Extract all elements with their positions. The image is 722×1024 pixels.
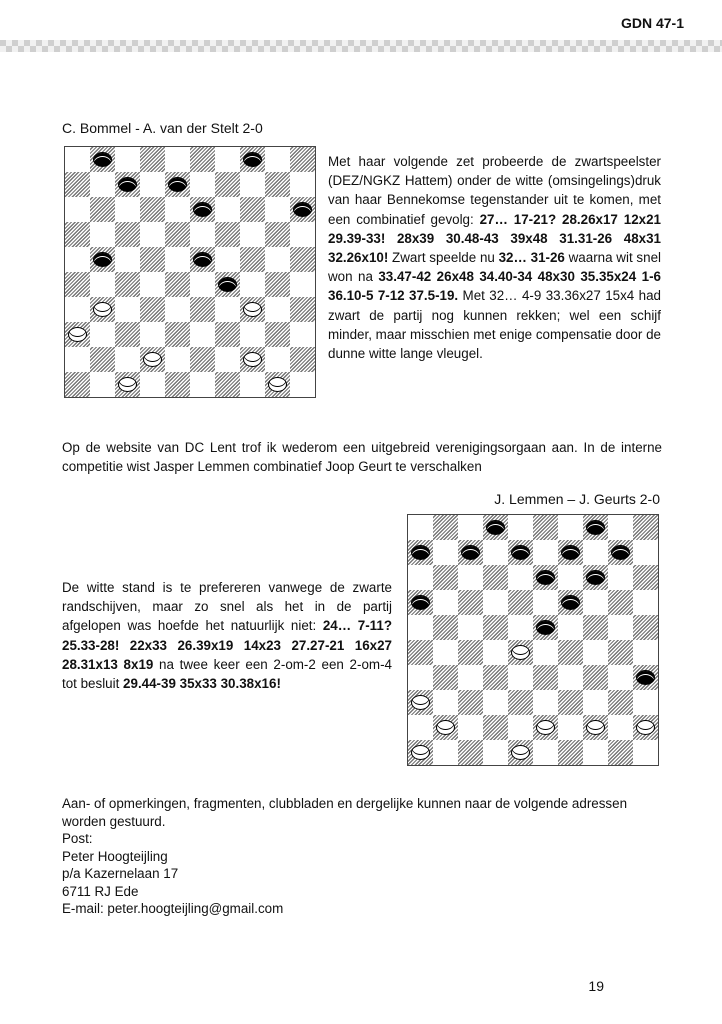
board-light-square [583,540,608,565]
board-light-square [190,372,215,397]
board-square-30 [608,640,633,665]
board-square-26 [65,272,90,297]
game2-commentary [62,578,392,693]
board-light-square [508,515,533,540]
board-square-19 [215,222,240,247]
board-light-square [165,347,190,372]
board-square-23 [190,247,215,272]
board-square-17 [458,590,483,615]
intro-paragraph: Op de website van DC Lent trof ik wederom een uitgebreid verenigingsorgaan aan. In de interne competitie wist Jasper Lemmen combinatief Joop Geurt te verschalken [62,440,662,474]
board-square-20 [265,222,290,247]
board-light-square [558,715,583,740]
board-square-39 [215,322,240,347]
board-square-7 [115,172,140,197]
board-light-square [508,565,533,590]
board-light-square [458,565,483,590]
white-piece [243,352,262,367]
board-square-39 [558,690,583,715]
board-light-square [215,197,240,222]
black-piece [193,252,212,267]
board-square-25 [633,615,658,640]
board-square-5 [633,515,658,540]
move-notation: 32… 31-26 [498,250,565,266]
board-square-49 [215,372,240,397]
board-square-14 [240,197,265,222]
board-light-square [433,690,458,715]
board-square-31 [90,297,115,322]
board-square-50 [608,740,633,765]
commentary-text: Met 32… 4-9 33.36x27 15x4 had zwart de partij nog kunnen rekken; wel een schijf minder, maar misschien met enige compensatie door de dunne witte lange vleugel. [328,288,661,362]
white-piece [243,302,262,317]
board-square-47 [115,372,140,397]
board-light-square [608,715,633,740]
board-square-9 [215,172,240,197]
white-piece [143,352,162,367]
board-square-27 [458,640,483,665]
board-light-square [290,322,315,347]
board-square-28 [165,272,190,297]
board-light-square [608,515,633,540]
board-light-square [165,147,190,172]
board-light-square [458,715,483,740]
contact-intro: Aan- of opmerkingen, fragmenten, clubbladen en dergelijke kunnen naar de volgende adressen worden gestuurd. [62,796,628,829]
board-light-square [115,297,140,322]
white-piece [93,302,112,317]
white-piece [268,377,287,392]
board-square-35 [633,665,658,690]
board-square-25 [290,247,315,272]
commentary-text: na twee keer een 2-om-2 een 2-om-4 tot besluit [62,656,392,692]
board-square-48 [165,372,190,397]
board-square-46 [408,740,433,765]
board-light-square [558,515,583,540]
board-square-10 [265,172,290,197]
board-square-43 [533,715,558,740]
board-square-6 [65,172,90,197]
board-light-square [90,272,115,297]
board-light-square [190,172,215,197]
board-light-square [458,615,483,640]
white-piece [636,720,655,735]
board-light-square [90,222,115,247]
black-piece [243,152,262,167]
board-light-square [140,322,165,347]
board-light-square [65,297,90,322]
board-light-square [408,565,433,590]
black-piece [411,545,430,560]
board-square-42 [140,347,165,372]
board-square-28 [508,640,533,665]
board-square-31 [433,665,458,690]
move-notation: 24… 7-11? 25.33-28! 22x33 26.39x19 14x23 27.27-21 16x27 28.31x13 8x19 [62,618,392,672]
game2-board [407,514,659,766]
board-light-square [533,590,558,615]
board-square-24 [583,615,608,640]
black-piece [561,545,580,560]
board-square-46 [65,372,90,397]
board-square-9 [558,540,583,565]
black-piece [586,520,605,535]
board-square-29 [558,640,583,665]
board-light-square [165,297,190,322]
white-piece [68,327,87,342]
board-light-square [583,690,608,715]
board-light-square [65,147,90,172]
board-light-square [408,515,433,540]
board-square-6 [408,540,433,565]
board-light-square [240,172,265,197]
board-light-square [508,715,533,740]
board-square-8 [165,172,190,197]
black-piece [93,252,112,267]
board-square-4 [583,515,608,540]
board-square-38 [165,322,190,347]
board-square-38 [508,690,533,715]
board-square-5 [290,147,315,172]
page-number: 19 [588,978,604,994]
board-light-square [140,172,165,197]
white-piece [411,695,430,710]
white-piece [436,720,455,735]
game2-heading: J. Lemmen – J. Geurts 2-0 [494,491,660,507]
board-light-square [533,640,558,665]
board-square-37 [458,690,483,715]
board-light-square [65,347,90,372]
white-piece [586,720,605,735]
black-piece [536,570,555,585]
board-light-square [240,272,265,297]
board-light-square [165,197,190,222]
board-light-square [65,197,90,222]
board-light-square [65,247,90,272]
board-light-square [633,640,658,665]
board-light-square [240,322,265,347]
white-piece [411,745,430,760]
board-light-square [408,715,433,740]
board-square-50 [265,372,290,397]
board-light-square [458,665,483,690]
black-piece [561,595,580,610]
white-piece [118,377,137,392]
board-square-36 [65,322,90,347]
board-light-square [483,540,508,565]
board-light-square [190,322,215,347]
board-square-15 [633,565,658,590]
commentary-text: waarna wit snel won na [328,250,661,285]
board-square-11 [90,197,115,222]
board-light-square [433,590,458,615]
board-light-square [240,372,265,397]
board-square-13 [190,197,215,222]
board-square-40 [608,690,633,715]
board-square-7 [458,540,483,565]
board-light-square [265,247,290,272]
board-square-22 [483,615,508,640]
board-light-square [290,272,315,297]
board-light-square [290,222,315,247]
board-square-32 [140,297,165,322]
board-square-21 [90,247,115,272]
board-light-square [633,690,658,715]
board-light-square [608,565,633,590]
board-light-square [90,322,115,347]
move-notation: 33.47-42 26x48 34.40-34 48x30 35.35x24 1-6 36.10-5 7-12 37.5-19. [328,269,661,304]
white-piece [536,720,555,735]
board-light-square [115,147,140,172]
board-square-24 [240,247,265,272]
board-square-1 [90,147,115,172]
board-square-12 [483,565,508,590]
board-square-34 [583,665,608,690]
board-light-square [115,197,140,222]
board-square-13 [533,565,558,590]
board-light-square [558,665,583,690]
commentary-text: De witte stand is te prefereren vanwege de zwarte randschijven, maar zo snel als het in de partij afgelopen was hoefde het natuurlijk niet: [62,580,392,634]
move-notation: 29.44-39 35x33 30.38x16! [123,676,281,692]
board-light-square [265,347,290,372]
white-piece [511,645,530,660]
board-light-square [140,372,165,397]
board-square-29 [215,272,240,297]
board-light-square [533,690,558,715]
white-piece [511,745,530,760]
board-light-square [633,740,658,765]
black-piece [611,545,630,560]
commentary-text: Zwart speelde nu [388,250,499,266]
board-light-square [508,615,533,640]
board-square-1 [433,515,458,540]
board-light-square [483,590,508,615]
board-light-square [215,247,240,272]
board-light-square [558,565,583,590]
board-square-37 [115,322,140,347]
board-light-square [265,197,290,222]
black-piece [461,545,480,560]
board-square-45 [633,715,658,740]
black-piece [411,595,430,610]
board-square-15 [290,197,315,222]
board-square-18 [508,590,533,615]
game1-heading: C. Bommel - A. van der Stelt 2-0 [62,120,263,136]
board-light-square [583,640,608,665]
board-light-square [140,272,165,297]
board-square-34 [240,297,265,322]
board-light-square [458,515,483,540]
board-square-19 [558,590,583,615]
board-light-square [533,540,558,565]
move-notation: 27… 17-21? 28.26x17 12x21 29.39-33! 28x39 30.48-43 39x48 31.31-26 48x31 32.26x10! [328,211,661,266]
header-title: GDN 47-1 [620,15,684,31]
board-light-square [140,222,165,247]
board-square-33 [190,297,215,322]
board-light-square [215,297,240,322]
board-light-square [508,665,533,690]
board-light-square [265,147,290,172]
board-square-41 [433,715,458,740]
black-piece [536,620,555,635]
black-piece [168,177,187,192]
board-light-square [165,247,190,272]
board-light-square [558,615,583,640]
contact-line: Peter Hoogteijling [62,848,168,864]
black-piece [511,545,530,560]
board-square-35 [290,297,315,322]
board-light-square [608,665,633,690]
board-square-16 [408,590,433,615]
board-light-square [290,372,315,397]
board-square-40 [265,322,290,347]
board-square-42 [483,715,508,740]
commentary-text: Met haar volgende zet probeerde de zwartspeelster (DEZ/NGKZ Hattem) onder de witte (omsingelings)druk van haar Bennekomse tegenstander uit te komen, met een combinatief gevolg: [328,154,661,227]
board-square-17 [115,222,140,247]
board-light-square [533,740,558,765]
board-square-18 [165,222,190,247]
contact-line: p/a Kazernelaan 17 [62,866,179,881]
board-square-48 [508,740,533,765]
board-square-23 [533,615,558,640]
board-square-22 [140,247,165,272]
board-square-3 [533,515,558,540]
board-square-36 [408,690,433,715]
contact-email: E-mail: peter.hoogteijling@gmail.com [62,901,284,916]
black-piece [193,202,212,217]
board-light-square [90,372,115,397]
board-square-44 [240,347,265,372]
board-light-square [433,640,458,665]
board-light-square [190,272,215,297]
board-square-30 [265,272,290,297]
board-light-square [190,222,215,247]
board-square-33 [533,665,558,690]
board-square-3 [190,147,215,172]
board-square-10 [608,540,633,565]
contact-line: Post: [62,831,93,846]
board-square-2 [140,147,165,172]
board-square-26 [408,640,433,665]
board-square-41 [90,347,115,372]
board-square-49 [558,740,583,765]
black-piece [586,570,605,585]
board-light-square [408,665,433,690]
game1-commentary [328,152,661,363]
board-light-square [433,540,458,565]
board-square-44 [583,715,608,740]
black-piece [636,670,655,685]
board-light-square [240,222,265,247]
board-square-4 [240,147,265,172]
board-square-27 [115,272,140,297]
board-light-square [90,172,115,197]
board-light-square [115,247,140,272]
board-light-square [633,590,658,615]
board-light-square [483,690,508,715]
board-square-20 [608,590,633,615]
board-light-square [483,640,508,665]
board-square-16 [65,222,90,247]
game1-board [64,146,316,398]
board-light-square [215,347,240,372]
board-square-12 [140,197,165,222]
board-square-14 [583,565,608,590]
board-light-square [608,615,633,640]
black-piece [293,202,312,217]
contact-line: 6711 RJ Ede [62,883,139,899]
board-light-square [265,297,290,322]
board-light-square [583,590,608,615]
board-square-21 [433,615,458,640]
board-light-square [583,740,608,765]
board-light-square [483,740,508,765]
black-piece [486,520,505,535]
black-piece [218,277,237,292]
contact-block [62,795,662,918]
black-piece [118,177,137,192]
board-light-square [408,615,433,640]
black-piece [93,152,112,167]
board-square-45 [290,347,315,372]
board-square-43 [190,347,215,372]
board-square-11 [433,565,458,590]
board-square-2 [483,515,508,540]
checkered-header-strip [0,40,722,52]
board-light-square [433,740,458,765]
board-square-47 [458,740,483,765]
board-light-square [633,540,658,565]
board-square-32 [483,665,508,690]
board-light-square [115,347,140,372]
board-light-square [215,147,240,172]
board-square-8 [508,540,533,565]
board-light-square [290,172,315,197]
